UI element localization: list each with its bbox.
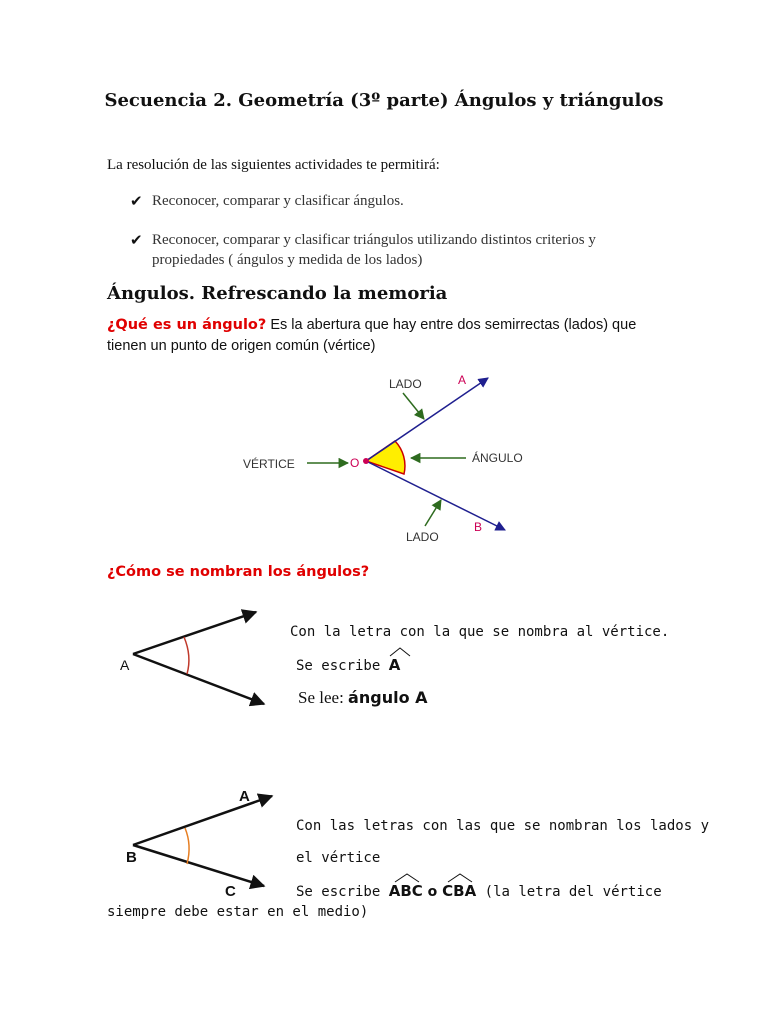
angle-symbol-abc: ABC — [388, 882, 423, 900]
intro-text: La resolución de las siguientes actividades te permitirá: — [107, 157, 440, 173]
angle-notation — [442, 882, 476, 900]
section-heading: Ángulos. Refrescando la memoria — [107, 283, 448, 304]
example1-write-label: Se escribe — [296, 658, 389, 674]
example2-ray-lower — [133, 845, 264, 886]
point-b-label: B — [474, 520, 483, 534]
angle-hat-icon — [389, 647, 411, 657]
angle-hat-icon — [389, 873, 425, 883]
example2-write-label: Se escribe — [296, 884, 389, 900]
bullet-text: Reconocer, comparar y clasificar ángulos. — [152, 193, 404, 209]
example1-read-label: Se lee: — [298, 688, 349, 707]
lado-top-label: LADO — [389, 377, 422, 391]
example2-note: (la letra del vértice — [476, 884, 662, 900]
ray-b — [366, 461, 505, 530]
page-title: Secuencia 2. Geometría (3º parte) Ángulos y triángulos — [104, 90, 664, 111]
definition-text: Es la abertura que hay entre dos semirrectas (lados) que tienen un punto de origen común (vértice) — [107, 317, 637, 354]
angle-label: ÁNGULO — [472, 451, 523, 465]
point-o-label: O — [350, 456, 360, 470]
example1-line1: Con la letra con la que se nombra al vértice. — [290, 624, 670, 640]
lado-bottom-label: LADO — [406, 530, 439, 544]
angle-symbol-cba: CBA — [442, 882, 477, 900]
question-heading: ¿Cómo se nombran los ángulos? — [107, 564, 370, 580]
example1-ray-upper — [133, 612, 256, 654]
vertex-point — [363, 458, 369, 464]
lado-top-arrow — [403, 393, 424, 419]
example2-point-c: C — [225, 883, 236, 900]
vertex-label: VÉRTICE — [243, 457, 295, 471]
check-mark-icon: ✔ — [130, 231, 143, 249]
angle-notation — [389, 882, 423, 900]
angle-symbol: A — [388, 656, 401, 674]
angle-hat-icon — [442, 873, 478, 883]
lado-bottom-arrow — [425, 500, 441, 526]
example2-line2: el vértice — [296, 850, 381, 866]
bullet-text: Reconocer, comparar y clasificar triángulos utilizando distintos criterios y propiedades ( ángulos y medida de los lados) — [152, 232, 596, 268]
connector-text: o — [422, 884, 443, 900]
question-label: ¿Qué es un ángulo? — [107, 317, 267, 333]
example2-point-a: A — [239, 788, 250, 805]
example2-arc — [185, 828, 189, 864]
check-mark-icon: ✔ — [130, 192, 143, 210]
example1-line3 — [298, 688, 428, 708]
example2-line3 — [296, 882, 662, 900]
angle-notation — [389, 656, 401, 674]
example1-ray-lower — [133, 654, 264, 704]
example2-line4: siempre debe estar en el medio) — [107, 904, 369, 920]
example2-ray-upper — [133, 796, 272, 845]
point-a-label: A — [458, 373, 467, 387]
example2-line1: Con las letras con las que se nombran los lados y — [296, 818, 710, 834]
example1-arc — [184, 637, 189, 674]
example2-point-b: B — [126, 849, 137, 866]
example1-read-value: ángulo A — [348, 688, 428, 707]
example1-vertex-label: A — [120, 657, 130, 673]
example1-line2 — [296, 656, 400, 674]
ray-a — [366, 378, 488, 461]
